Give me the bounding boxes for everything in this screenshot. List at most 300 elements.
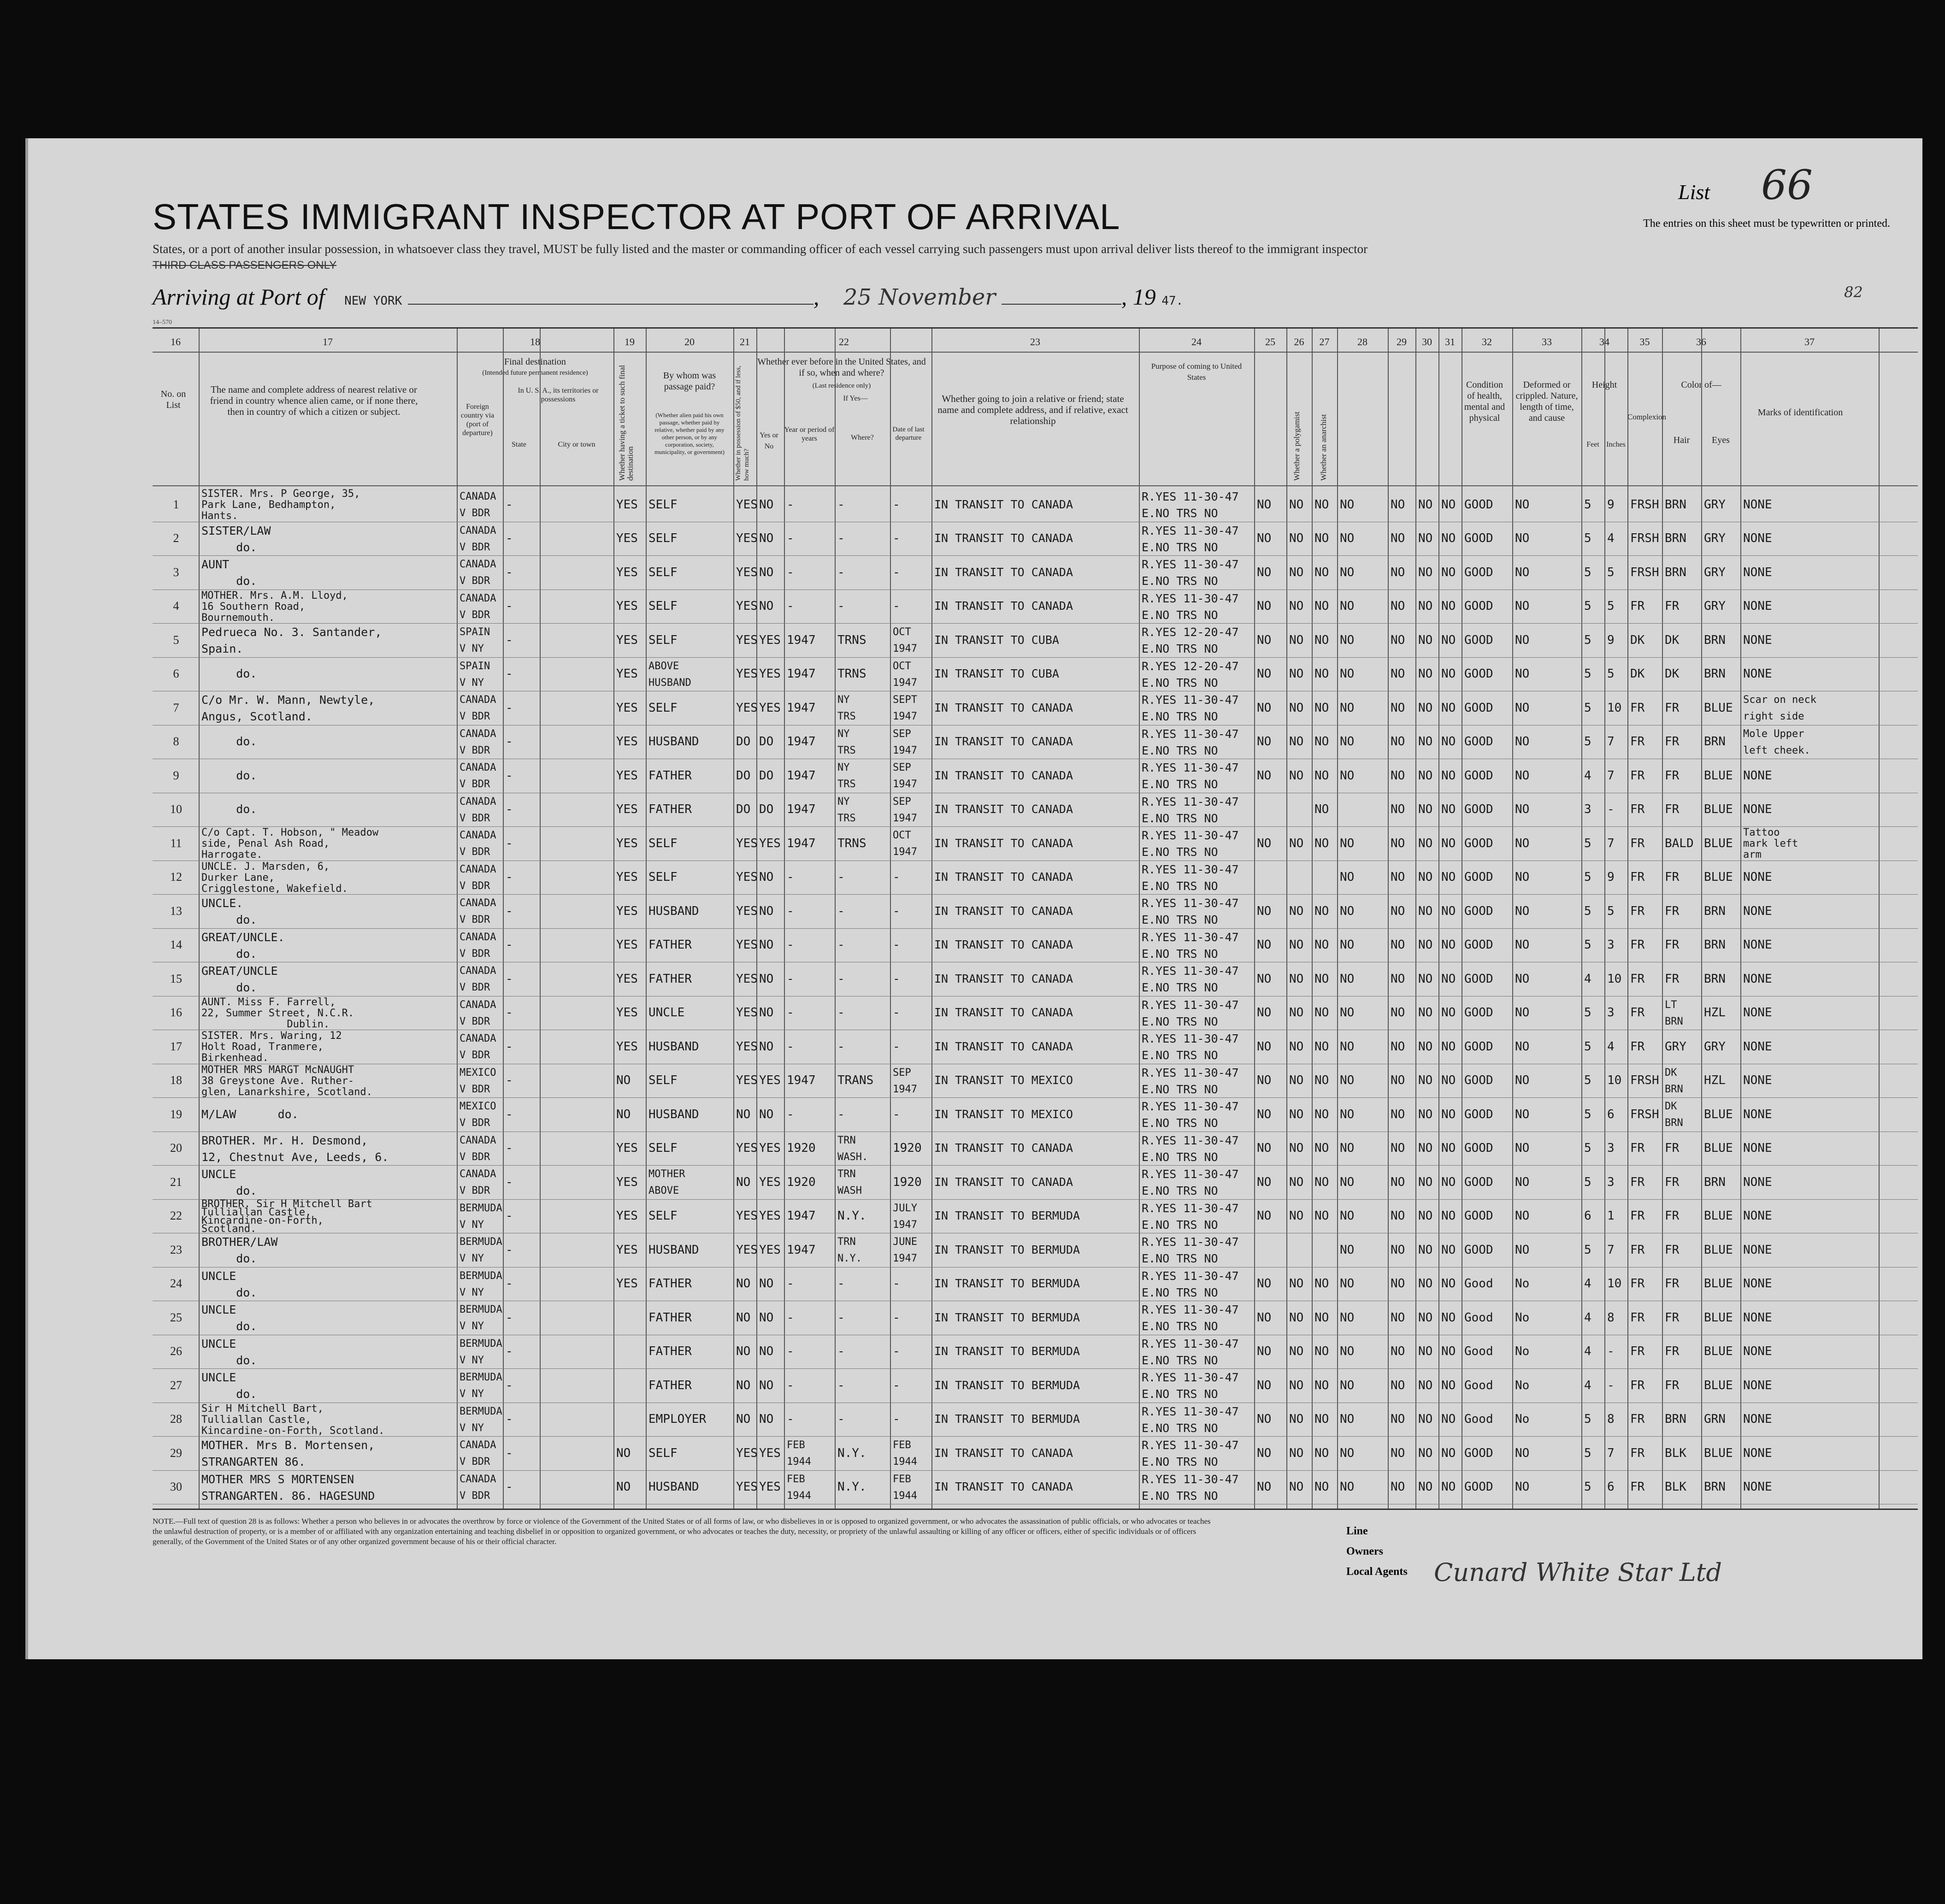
cell-country: CANADA V BDR (460, 491, 496, 519)
header-relative: The name and complete address of nearest relative or friend in country whence alien came, or if none there, then in country of which a citizen or subject. (210, 384, 418, 417)
cell-year: - (787, 1277, 794, 1291)
cell-state: - (506, 1310, 513, 1325)
row-number: 4 (173, 599, 179, 613)
cell-hair: DK (1665, 633, 1680, 647)
cell-eyes: BLUE (1704, 1141, 1733, 1155)
cell-state: - (506, 1277, 513, 1291)
cell-dep: - (893, 972, 900, 986)
cell-c29: NO (1391, 768, 1405, 783)
cell-ticket: YES (616, 802, 638, 817)
cell-c31: NO (1441, 1412, 1456, 1427)
cell-c28: NO (1340, 667, 1355, 681)
cell-where: - (837, 497, 845, 512)
cell-dep: FEB 1944 (893, 1473, 917, 1502)
column-number: 30 (1422, 336, 1432, 348)
cell-where: - (837, 1412, 845, 1427)
cell-deform: No (1515, 1310, 1530, 1325)
cell-dep: - (893, 565, 900, 579)
cell-deform: NO (1515, 1039, 1530, 1054)
cell-c28: NO (1340, 1141, 1355, 1155)
cell-c30: NO (1418, 1412, 1433, 1427)
cell-c28: NO (1340, 972, 1355, 986)
cell-before: YES (759, 1480, 781, 1494)
cell-c25: NO (1257, 1039, 1272, 1054)
cell-eyes: GRY (1704, 531, 1726, 546)
cell-in: 3 (1607, 938, 1615, 952)
manifest-sheet (25, 138, 1922, 1659)
cell-in: - (1607, 802, 1615, 817)
cell-in: 7 (1607, 1243, 1615, 1257)
cell-c30: NO (1418, 1209, 1433, 1223)
row-number: 16 (170, 1006, 182, 1020)
cell-p50: YES (736, 836, 758, 850)
cell-c28: NO (1340, 1243, 1355, 1257)
cell-ticket: YES (616, 633, 638, 647)
row-number: 15 (170, 972, 182, 985)
cell-eyes: BRN (1704, 633, 1726, 647)
cell-state: - (506, 1073, 513, 1088)
cell-ticket: YES (616, 836, 638, 850)
column-number: 26 (1294, 336, 1304, 348)
cell-in: 4 (1607, 1039, 1615, 1054)
cell-eyes: GRY (1704, 565, 1726, 579)
row-number: 29 (170, 1446, 182, 1460)
cell-before: NO (759, 1277, 774, 1291)
row-number: 23 (170, 1243, 182, 1256)
cell-ft: 4 (1584, 1344, 1591, 1359)
cell-hair: FR (1665, 904, 1680, 918)
cell-dep: SEP 1947 (893, 796, 917, 824)
cell-in: 5 (1607, 904, 1615, 918)
cell-p50: YES (736, 972, 758, 986)
cell-c27: NO (1314, 802, 1329, 817)
cell-dep: - (893, 1310, 900, 1325)
cell-deform: NO (1515, 701, 1530, 715)
cell-health: GOOD (1464, 1073, 1493, 1088)
cell-join: IN TRANSIT TO BERMUDA (934, 1310, 1080, 1324)
cell-purpose: R.YES 11-30-47 E.NO TRS NO (1142, 693, 1239, 723)
cell-c29: NO (1391, 1006, 1405, 1020)
cell-c29: NO (1391, 497, 1405, 512)
row-number: 30 (170, 1480, 182, 1494)
cell-year: - (787, 1378, 794, 1392)
cell-c31: NO (1441, 1446, 1456, 1460)
cell-c27: NO (1314, 1378, 1329, 1392)
cell-ft: 5 (1584, 565, 1591, 579)
page-title: STATES IMMIGRANT INSPECTOR AT PORT OF ARRIVAL (153, 196, 1120, 237)
cell-c25: NO (1257, 1378, 1272, 1392)
cell-where: - (837, 1039, 845, 1054)
cell-in: 5 (1607, 667, 1615, 681)
cell-state: - (506, 1209, 513, 1223)
cell-c31: NO (1441, 735, 1456, 749)
subheader-yes-no: Yes or No (760, 431, 778, 450)
cell-hair: FR (1665, 701, 1680, 715)
cell-where: NY TRS (837, 728, 856, 756)
cell-health: GOOD (1464, 1107, 1493, 1121)
cell-c26: NO (1289, 836, 1304, 850)
cell-c28: NO (1340, 938, 1355, 952)
cell-cx: FRSH (1630, 1107, 1659, 1121)
cell-deform: NO (1515, 802, 1530, 817)
row-number: 26 (170, 1344, 182, 1358)
cell-ticket: YES (616, 904, 638, 918)
subheader-final-dest: (Intended future permanent residence) (482, 369, 588, 377)
cell-hair: FR (1665, 870, 1680, 884)
cell-paid: SELF (648, 599, 678, 613)
cell-before: NO (759, 938, 774, 952)
cell-hair: BLK (1665, 1446, 1686, 1460)
cell-purpose: R.YES 11-30-47 E.NO TRS NO (1142, 1438, 1239, 1468)
row-number: 21 (170, 1175, 182, 1189)
cell-ft: 5 (1584, 531, 1591, 546)
cell-where: TRNS (837, 836, 866, 850)
cell-cx: FR (1630, 1243, 1645, 1257)
subheader-year-period: Year or period of years (784, 426, 835, 442)
cell-country: MEXICO V BDR (460, 1067, 496, 1095)
cell-before: DO (759, 802, 774, 817)
cell-p50: DO (736, 802, 751, 817)
row-number: 3 (173, 565, 179, 579)
cell-state: - (506, 667, 513, 681)
cell-ft: 5 (1584, 633, 1591, 647)
cell-c31: NO (1441, 1209, 1456, 1223)
cell-cx: FR (1630, 938, 1645, 952)
cell-state: - (506, 531, 513, 546)
cell-c31: NO (1441, 870, 1456, 884)
cell-cx: FR (1630, 1006, 1645, 1020)
cell-deform: NO (1515, 1006, 1530, 1020)
cell-relative: BROTHER. Mr. H. Desmond, 12, Chestnut Ave, Leeds, 6. (201, 1133, 389, 1164)
subheader-in-usa: In U. S. A., its territories or possessions (518, 387, 599, 403)
cell-marks: NONE (1743, 599, 1772, 613)
subheader-passage-note: (Whether alien paid his own passage, whether paid by relative, whether paid by any other person, or by any corporation, society, municipality, or government) (654, 412, 725, 455)
cell-c25: NO (1257, 972, 1272, 986)
cell-c25: NO (1257, 497, 1272, 512)
cell-country: BERMUDA V NY (460, 1372, 502, 1400)
cell-c30: NO (1418, 768, 1433, 783)
cell-hair: BRN (1665, 565, 1686, 579)
cell-c29: NO (1391, 1277, 1405, 1291)
cell-ft: 5 (1584, 1412, 1591, 1427)
cell-in: 8 (1607, 1310, 1615, 1325)
cell-marks: NONE (1743, 768, 1772, 783)
cell-in: 6 (1607, 1480, 1615, 1494)
cell-hair: FR (1665, 1277, 1680, 1291)
cell-ticket: NO (616, 1446, 631, 1460)
column-number: 32 (1482, 336, 1492, 348)
cell-ticket: YES (616, 1209, 638, 1223)
cell-hair: FR (1665, 938, 1680, 952)
cell-c25: NO (1257, 531, 1272, 546)
cell-deform: NO (1515, 1209, 1530, 1223)
cell-c28: NO (1340, 1412, 1355, 1427)
cell-p50: YES (736, 667, 758, 681)
cell-paid: SELF (648, 1209, 678, 1223)
cell-where: - (837, 1310, 845, 1325)
corner-mark: 82 (1844, 283, 1863, 301)
cell-ft: 5 (1584, 938, 1591, 952)
header-anarchist: Whether an anarchist (1319, 414, 1328, 481)
cell-purpose: R.YES 11-30-47 E.NO TRS NO (1142, 727, 1239, 757)
cell-before: YES (759, 1446, 781, 1460)
cell-marks: NONE (1743, 1277, 1772, 1291)
cell-country: CANADA V BDR (460, 525, 496, 553)
cell-c27: NO (1314, 1141, 1329, 1155)
cell-country: CANADA V BDR (460, 796, 496, 824)
cell-health: GOOD (1464, 633, 1493, 647)
cell-country: CANADA V BDR (460, 1168, 496, 1197)
cell-c30: NO (1418, 1310, 1433, 1325)
cell-state: - (506, 1378, 513, 1392)
cell-hair: FR (1665, 972, 1680, 986)
cell-marks: Scar on neck right side (1743, 694, 1816, 722)
cell-relative: MOTHER MRS MARGT McNAUGHT 38 Greystone Ave. Ruther- glen, Lanarkshire, Scotland. (201, 1064, 372, 1098)
header-purpose: Purpose of coming to United States (1151, 362, 1242, 382)
cell-year: - (787, 1412, 794, 1427)
cell-deform: NO (1515, 531, 1530, 546)
cell-purpose: R.YES 11-30-47 E.NO TRS NO (1142, 1371, 1239, 1401)
cell-c26: NO (1289, 1073, 1304, 1088)
cell-paid: FATHER (648, 938, 692, 952)
cell-deform: NO (1515, 836, 1530, 850)
cell-health: Good (1464, 1277, 1493, 1291)
cell-p50: YES (736, 1039, 758, 1054)
cell-state: - (506, 1480, 513, 1494)
cell-paid: FATHER (648, 1344, 692, 1359)
cell-relative: C/o Mr. W. Mann, Newtyle, Angus, Scotland. (201, 693, 375, 723)
cell-join: IN TRANSIT TO BERMUDA (934, 1378, 1080, 1392)
cell-cx: FR (1630, 735, 1645, 749)
cell-year: 1947 (787, 802, 816, 817)
cell-c25: NO (1257, 836, 1272, 850)
cell-deform: NO (1515, 1446, 1530, 1460)
cell-c30: NO (1418, 1344, 1433, 1359)
cell-c26: NO (1289, 1446, 1304, 1460)
cell-c28: NO (1340, 1310, 1355, 1325)
cell-c29: NO (1391, 599, 1405, 613)
cell-paid: FATHER (648, 1378, 692, 1392)
subheader-if-yes: If Yes— (843, 395, 868, 402)
cell-c30: NO (1418, 870, 1433, 884)
cell-c27: NO (1314, 1209, 1329, 1223)
cell-in: 3 (1607, 1006, 1615, 1020)
cell-join: IN TRANSIT TO MEXICO (934, 1107, 1073, 1121)
cell-c31: NO (1441, 667, 1456, 681)
cell-country: MEXICO V BDR (460, 1101, 496, 1129)
cell-cx: FR (1630, 904, 1645, 918)
cell-join: IN TRANSIT TO CANADA (934, 870, 1073, 884)
cell-c29: NO (1391, 1243, 1405, 1257)
subheader-date-last: Date of last departure (892, 426, 925, 442)
cell-relative: UNCLE do. (201, 1337, 257, 1367)
cell-c26: NO (1289, 904, 1304, 918)
cell-relative: MOTHER. Mrs. A.M. Lloyd, 16 Southern Road, Bournemouth. (201, 589, 348, 624)
row-number: 13 (170, 904, 182, 918)
cell-ticket: YES (616, 938, 638, 952)
cell-year: FEB 1944 (787, 1473, 811, 1502)
cell-ticket: YES (616, 972, 638, 986)
header-complexion: Complexion (1627, 413, 1667, 421)
cell-before: YES (759, 1243, 781, 1257)
cell-p50: DO (736, 768, 751, 783)
cell-ft: 5 (1584, 1141, 1591, 1155)
cell-c28: NO (1340, 1446, 1355, 1460)
cell-join: IN TRANSIT TO CANADA (934, 1480, 1073, 1494)
subheader-inches: Inches (1606, 441, 1626, 448)
cell-before: NO (759, 1378, 774, 1392)
cell-c29: NO (1391, 1107, 1405, 1121)
cell-dep: SEP 1947 (893, 762, 917, 790)
cell-join: IN TRANSIT TO CANADA (934, 1175, 1073, 1189)
cell-health: GOOD (1464, 565, 1493, 579)
cell-state: - (506, 1412, 513, 1427)
cell-health: Good (1464, 1378, 1493, 1392)
cell-join: IN TRANSIT TO CUBA (934, 667, 1059, 681)
cell-c27: NO (1314, 1344, 1329, 1359)
cell-join: IN TRANSIT TO CUBA (934, 633, 1059, 647)
column-number: 23 (1030, 336, 1040, 348)
cell-hair: FR (1665, 1378, 1680, 1392)
cell-cx: FR (1630, 1446, 1645, 1460)
cell-dep: 1920 (893, 1141, 922, 1155)
subheader-hair: Hair (1673, 435, 1690, 445)
cell-health: Good (1464, 1344, 1493, 1359)
cell-paid: HUSBAND (648, 1107, 699, 1121)
header-color: Color of— (1681, 380, 1721, 390)
cell-before: NO (759, 1006, 774, 1020)
cell-year: - (787, 565, 794, 579)
cell-c27: NO (1314, 1412, 1329, 1427)
cell-p50: NO (736, 1107, 751, 1121)
cell-eyes: BLUE (1704, 1209, 1733, 1223)
cell-c26: NO (1289, 1277, 1304, 1291)
cell-c31: NO (1441, 531, 1456, 546)
list-number: 66 (1761, 161, 1813, 209)
cell-in: 8 (1607, 1412, 1615, 1427)
header-passage-paid: By whom was passage paid? (663, 371, 716, 392)
cell-purpose: R.YES 11-30-47 E.NO TRS NO (1142, 998, 1239, 1028)
cell-dep: OCT 1947 (893, 830, 917, 858)
cell-c31: NO (1441, 904, 1456, 918)
cell-before: YES (759, 701, 781, 715)
cell-dep: - (893, 1344, 900, 1359)
cell-year: 1947 (787, 768, 816, 783)
cell-relative: C/o Capt. T. Hobson, " Meadow side, Penal Ash Road, Harrogate. (201, 827, 379, 861)
cell-c25: NO (1257, 1344, 1272, 1359)
cell-ft: 5 (1584, 1073, 1591, 1088)
cell-marks: NONE (1743, 1209, 1772, 1223)
cell-deform: NO (1515, 972, 1530, 986)
cell-deform: NO (1515, 599, 1530, 613)
cell-c30: NO (1418, 1277, 1433, 1291)
cell-eyes: BRN (1704, 1480, 1726, 1494)
cell-c25: NO (1257, 1073, 1272, 1088)
cell-c27: NO (1314, 497, 1329, 512)
cell-before: YES (759, 1209, 781, 1223)
cell-eyes: BRN (1704, 972, 1726, 986)
cell-dep: 1920 (893, 1175, 922, 1189)
column-number: 18 (530, 336, 540, 348)
cell-health: GOOD (1464, 870, 1493, 884)
cell-cx: FR (1630, 1480, 1645, 1494)
column-number: 37 (1804, 336, 1815, 348)
cell-in: 6 (1607, 1107, 1615, 1121)
cell-before: NO (759, 972, 774, 986)
header-join-relative: Whether going to join a relative or friend; state name and complete address, and if relative, exact relationship (937, 393, 1128, 426)
cell-ft: 5 (1584, 836, 1591, 850)
cell-c25: NO (1257, 599, 1272, 613)
cell-c26: NO (1289, 1480, 1304, 1494)
cell-relative: do. (201, 667, 257, 681)
cell-state: - (506, 972, 513, 986)
cell-c31: NO (1441, 1073, 1456, 1088)
cell-purpose: R.YES 11-30-47 E.NO TRS NO (1142, 1337, 1239, 1367)
header-height: Height (1591, 380, 1617, 390)
cell-cx: FR (1630, 701, 1645, 715)
column-number: 29 (1397, 336, 1407, 348)
cell-paid: EMPLOYER (648, 1412, 707, 1427)
cell-relative: MOTHER MRS S MORTENSEN STRANGARTEN. 86. HAGESUND (201, 1472, 375, 1503)
cell-hair: FR (1665, 1344, 1680, 1359)
cell-eyes: BRN (1704, 1175, 1726, 1189)
cell-eyes: BLUE (1704, 836, 1733, 850)
column-number: 33 (1542, 336, 1552, 348)
cell-relative: BROTHER/LAW do. (201, 1235, 278, 1265)
cell-c31: NO (1441, 1243, 1456, 1257)
cell-c28: NO (1340, 1107, 1355, 1121)
cell-join: IN TRANSIT TO CANADA (934, 497, 1073, 511)
cell-p50: NO (736, 1344, 751, 1359)
cell-marks: NONE (1743, 938, 1772, 952)
cell-health: GOOD (1464, 836, 1493, 850)
cell-year: 1947 (787, 633, 816, 647)
cell-dep: - (893, 870, 900, 884)
row-number: 20 (170, 1141, 182, 1155)
cell-health: GOOD (1464, 497, 1493, 512)
list-label: List (1678, 180, 1710, 204)
cell-state: - (506, 701, 513, 715)
cell-dep: - (893, 1006, 900, 1020)
row-number: 8 (173, 735, 179, 749)
cell-eyes: BLUE (1704, 768, 1733, 783)
cell-paid: SELF (648, 565, 678, 579)
cell-country: BERMUDA V NY (460, 1270, 502, 1298)
cell-c27: NO (1314, 904, 1329, 918)
cell-purpose: R.YES 11-30-47 E.NO TRS NO (1142, 930, 1239, 961)
cell-where: TRN WASH (837, 1168, 862, 1197)
cell-ft: 5 (1584, 870, 1591, 884)
cell-paid: SELF (648, 497, 678, 512)
cell-ticket: YES (616, 701, 638, 715)
cell-c25: NO (1257, 768, 1272, 783)
cell-c29: NO (1391, 1039, 1405, 1054)
cell-where: TRNS (837, 633, 866, 647)
cell-deform: NO (1515, 1243, 1530, 1257)
cell-p50: YES (736, 1006, 758, 1020)
cell-dep: OCT 1947 (893, 626, 917, 654)
header-marks: Marks of identification (1757, 407, 1843, 418)
cell-join: IN TRANSIT TO BERMUDA (934, 1209, 1080, 1223)
footer-labels (1346, 1521, 1408, 1582)
cell-cx: FR (1630, 1039, 1645, 1054)
cell-paid: HUSBAND (648, 1480, 699, 1494)
cell-where: TRN WASH. (837, 1134, 868, 1163)
cell-cx: DK (1630, 633, 1645, 647)
cell-c30: NO (1418, 1107, 1433, 1121)
cell-hair: LT BRN (1665, 999, 1683, 1027)
cell-year: 1947 (787, 1073, 816, 1088)
